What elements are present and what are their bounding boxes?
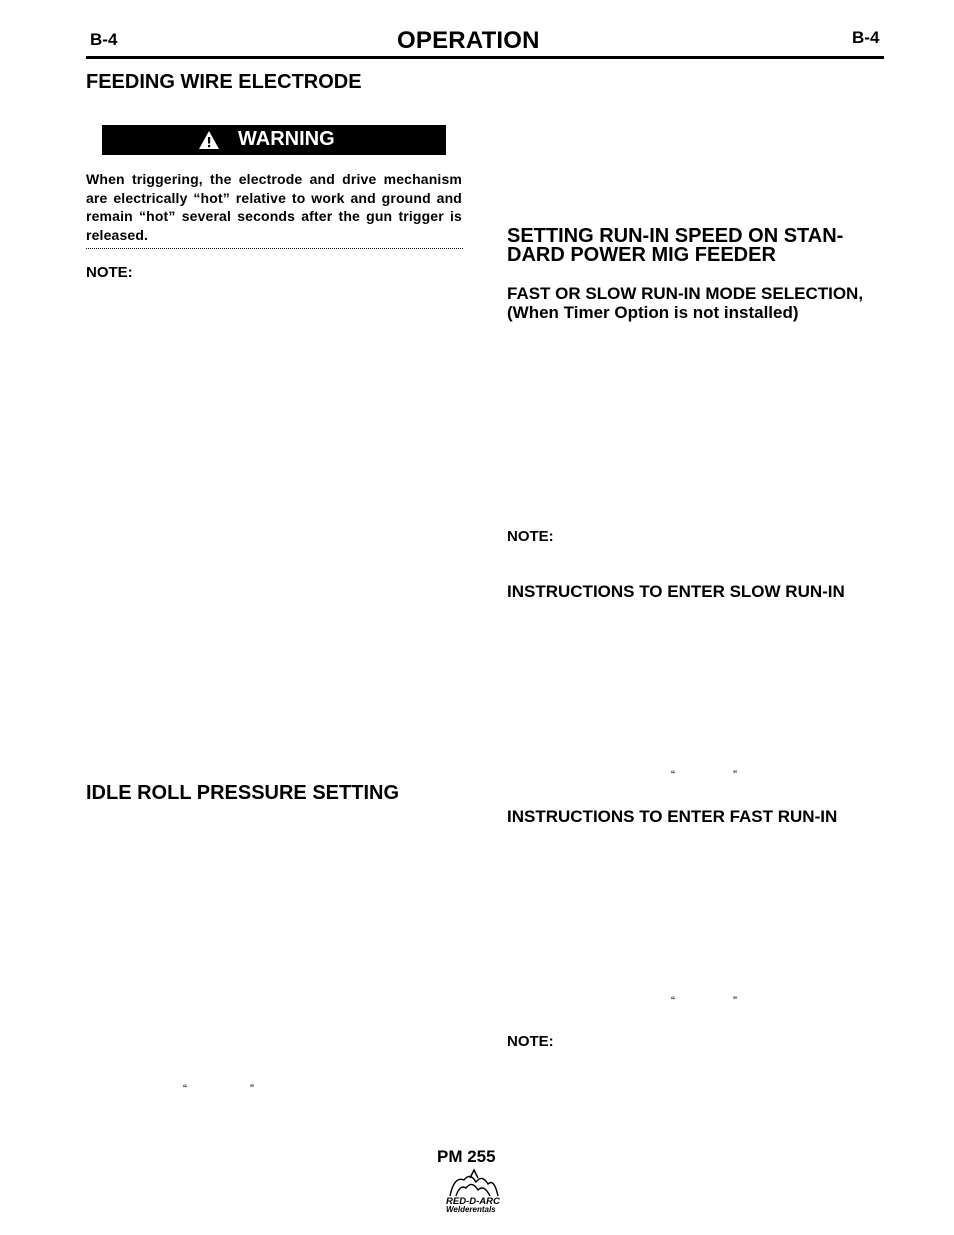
heading-fast-run-in: INSTRUCTIONS TO ENTER FAST RUN-IN (507, 807, 838, 826)
warning-triangle-icon (198, 130, 220, 150)
quote-open-fast: “ (671, 994, 675, 1008)
heading-slow-run-in: INSTRUCTIONS TO ENTER SLOW RUN-IN (507, 582, 845, 601)
note-label-right-2: NOTE: (507, 1033, 554, 1050)
heading-runin-line1: SETTING RUN-IN SPEED ON STAN- (507, 225, 844, 247)
heading-feeding-wire-electrode: FEEDING WIRE ELECTRODE (86, 71, 362, 93)
page-title: OPERATION (397, 27, 540, 54)
warning-divider (86, 248, 463, 249)
note-label-right-1: NOTE: (507, 528, 554, 545)
subheading-mode-line1: FAST OR SLOW RUN-IN MODE SELECTION, (507, 284, 864, 303)
warning-text: When triggering, the electrode and drive mechanism are electrically “hot” relative to work and ground and remain “hot” several seconds after the gun trigger is released. (86, 171, 462, 244)
quote-open-left: “ (183, 1082, 187, 1096)
subheading-run-in-mode (507, 284, 863, 322)
page-number-left: B-4 (90, 30, 118, 49)
header-rule (86, 56, 884, 59)
heading-idle-roll-pressure: IDLE ROLL PRESSURE SETTING (86, 782, 399, 804)
quote-close-fast: ” (733, 994, 737, 1008)
note-label-left: NOTE: (86, 264, 133, 281)
subheading-mode-line2: (When Timer Option is not installed) (507, 303, 799, 322)
quote-close-slow: ” (733, 768, 737, 782)
quote-open-slow: “ (671, 768, 675, 782)
red-d-arc-logo (444, 1168, 506, 1214)
logo-line2: Welderentals (446, 1205, 496, 1214)
warning-label: WARNING (238, 128, 335, 150)
quote-close-left: ” (250, 1082, 254, 1096)
footer-model: PM 255 (437, 1147, 496, 1166)
logo-line1: RED-D-ARC (446, 1196, 500, 1207)
page-number-right: B-4 (852, 28, 880, 47)
warning-bar (102, 125, 446, 155)
heading-setting-run-in-speed (507, 227, 843, 265)
heading-runin-line2: DARD POWER MIG FEEDER (507, 244, 776, 266)
